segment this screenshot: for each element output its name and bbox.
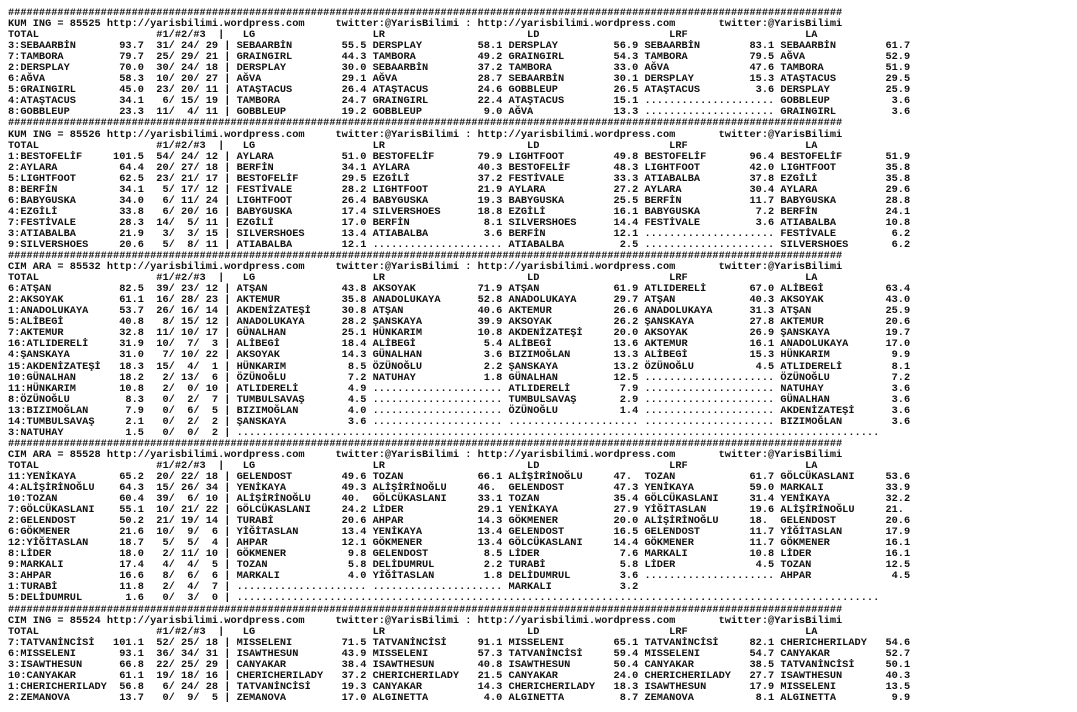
text-line: 6:AĞVA 58.3 10/ 20/ 27 | AĞVA 29.1 AĞVA 28.7 SEBAARBİN 30.1 DERSPLAY 15.3 ATAŞTACUS 29.5	[8, 73, 911, 86]
text-line: 8:LİDER 18.0 2/ 11/ 10 | GÖKMENER 9.8 GELENDOST 8.5 LİDER 7.6 MARKALI 10.8 LİDER 16.1	[8, 548, 911, 561]
text-line: 3:NATUHAY 1.5 0/ 0/ 2 | ........................................................................................................	[8, 426, 880, 439]
text-line: 15:AKDENİZATEŞİ 18.3 15/ 4/ 1 | HÜNKARIM 8.5 ÖZÜNOĞLU 2.2 ŞANSKAYA 13.2 ÖZÜNOĞLU 4.5 ATLIDERELİ 8.1	[8, 360, 911, 373]
text-line: 1:TURABİ 11.8 2/ 4/ 7 | ..................... ..................... MARKALI 3.2	[8, 581, 639, 594]
text-line: TOTAL #1/#2/#3 | LG LR LD LRF LA	[8, 272, 818, 285]
text-line: 3:AHPAR 16.6 8/ 6/ 6 | MARKALI 4.0 YİĞİTASLAN 1.8 DELİDUMRUL 3.6 ..................... AHPAR 4.5	[8, 570, 911, 583]
text-line: 10:TOZAN 60.4 39/ 6/ 10 | ALİŞİRİNOĞLU 40. GÖLCÜKASLANI 33.1 TOZAN 35.4 GÖLCÜKASLANI 31.4 YENİKAYA 32.2	[8, 493, 911, 506]
text-line: 9:SILVERSHOES 20.6 5/ 8/ 11 | ATIABALBA 12.1 ..................... ATIABALBA 2.5 ..................... SILVERSHOES 6.2	[8, 238, 911, 251]
text-line: 7:TAMBORA 79.7 25/ 29/ 21 | GRAINGIRL 44.3 TAMBORA 49.2 GRAINGIRL 54.3 TAMBORA 79.5 AĞVA 52.9	[8, 51, 911, 64]
text-line: 11:HÜNKARIM 10.8 2/ 0/ 10 | ATLIDERELİ 4.9 ..................... ATLIDERELİ 7.9 ..................... NATUHAY 3.6	[8, 382, 911, 395]
text-line: TOTAL #1/#2/#3 | LG LR LD LRF LA	[8, 459, 818, 472]
text-line: 6:BABYGUSKA 34.0 6/ 11/ 24 | LIGHTFOOT 26.4 BABYGUSKA 19.3 BABYGUSKA 25.5 BERFİN 11.7 BABYGUSKA 28.8	[8, 194, 911, 207]
text-line: 8:GOBBLEUP 23.3 11/ 4/ 11 | GOBBLEUP 19.2 GOBBLEUP 9.0 AĞVA 13.3 ..................... GRAINGIRL 3.6	[8, 106, 911, 119]
text-line: 5:GRAINGIRL 45.0 23/ 20/ 11 | ATAŞTACUS 26.4 ATAŞTACUS 24.6 GOBBLEUP 26.5 ATAŞTACUS 3.6 DERSPLAY 25.9	[8, 84, 911, 97]
race-statistics-text	[8, 8, 910, 704]
text-line: 3:ATIABALBA 21.9 3/ 3/ 15 | SILVERSHOES 13.4 ATIABALBA 3.6 BERFİN 12.1 ..................... FESTİVALE 6.2	[8, 227, 911, 240]
text-line: 2:AKSOYAK 61.1 16/ 28/ 23 | AKTEMUR 35.8 ANADOLUKAYA 52.8 ANADOLUKAYA 29.7 ATŞAN 40.3 AKSOYAK 43.0	[8, 294, 911, 307]
text-line: 11:YENİKAYA 65.2 20/ 22/ 18 | GELENDOST 49.6 TOZAN 66.1 ALİŞİRİNOĞLU 47. TOZAN 61.7 GÖLCÜKASLANI 53.6	[8, 470, 911, 483]
text-line: 8:BERFİN 34.1 5/ 17/ 12 | FESTİVALE 28.2 LIGHTFOOT 21.9 AYLARA 27.2 AYLARA 30.4 AYLARA 29.6	[8, 183, 911, 196]
text-line: 12:YİĞİTASLAN 18.7 5/ 5/ 4 | AHPAR 12.1 GÖKMENER 13.4 GÖLCÜKASLANI 14.4 GÖKMENER 11.7 GÖKMENER 16.1	[8, 537, 911, 550]
text-line: 9:MARKALI 17.4 4/ 4/ 5 | TOZAN 5.8 DELİDUMRUL 2.2 TURABİ 5.8 LİDER 4.5 TOZAN 12.5	[8, 559, 911, 572]
text-line: TOTAL #1/#2/#3 | LG LR LD LRF LA	[8, 625, 818, 638]
text-line: 2:GELENDOST 50.2 21/ 19/ 14 | TURABİ 20.6 AHPAR 14.3 GÖKMENER 20.0 ALİŞİRİNOĞLU 18. GELENDOST 20.6	[8, 515, 911, 528]
text-line: 10:CANYAKAR 61.1 19/ 18/ 16 | CHERICHERILADY 37.2 CHERICHERILADY 21.5 CANYAKAR 24.0 CHERICHERILADY 27.7 ISAWTHESUN 40.3	[8, 669, 911, 682]
text-line: 6:GÖKMENER 21.6 10/ 9/ 6 | YİĞİTASLAN 13.4 YENİKAYA 13.4 GELENDOST 16.5 GELENDOST 11.7 YİĞİTASLAN 17.9	[8, 526, 911, 539]
text-line: 5:ALİBEGİ 40.8 8/ 15/ 12 | ANADOLUKAYA 28.2 ŞANSKAYA 39.9 AKSOYAK 26.2 ŞANSKAYA 27.8 AKTEMUR 20.6	[8, 316, 911, 329]
text-line: 14:TUMBULSAVAŞ 2.1 0/ 2/ 2 | ŞANSKAYA 3.6 ..................... ..................... ..................... BIZIMOĞLAN 3.6	[8, 415, 911, 428]
text-line: 7:GÖLCÜKASLANI 55.1 10/ 21/ 22 | GÖLCÜKASLANI 24.2 LİDER 29.1 YENİKAYA 27.9 YİĞİTASLAN 19.6 ALİŞİRİNOĞLU 21.	[8, 504, 904, 517]
text-line: #######################################################################################################################################	[8, 603, 843, 616]
text-line: 7:AKTEMUR 32.8 11/ 10/ 17 | GÜNALHAN 25.1 HÜNKARIM 10.8 AKDENİZATEŞİ 20.0 AKSOYAK 26.9 ŞANSKAYA 19.7	[8, 327, 911, 340]
text-line: CIM ARA = 85532 http://yarisbilimi.wordpress.com twitter:@YarisBilimi : http://yarisbilimi.wordpress.com twitter:@YarisBilimi	[8, 261, 843, 274]
text-line: 2:AYLARA 64.4 20/ 27/ 18 | BERFİN 34.1 AYLARA 40.3 BESTOFELİF 48.3 LIGHTFOOT 42.0 LIGHTFOOT 35.8	[8, 161, 911, 174]
text-line: CIM ING = 85524 http://yarisbilimi.wordpress.com twitter:@YarisBilimi : http://yarisbilimi.wordpress.com twitter:@YarisBilimi	[8, 614, 843, 627]
text-line: #######################################################################################################################################	[8, 437, 843, 450]
text-line: 1:CHERICHERILADY 56.8 6/ 24/ 28 | TATVANİNCİSİ 19.3 CANYAKAR 14.3 CHERICHERILADY 18.3 ISAWTHESUN 17.9 MISSELENI 13.5	[8, 680, 911, 693]
text-line: TOTAL #1/#2/#3 | LG LR LD LRF LA	[8, 29, 818, 42]
text-line: TOTAL #1/#2/#3 | LG LR LD LRF LA	[8, 139, 818, 152]
text-line: KUM ING = 85525 http://yarisbilimi.wordpress.com twitter:@YarisBilimi : http://yarisbilimi.wordpress.com twitter:@YarisBilimi	[8, 18, 843, 31]
text-line: 4:ATAŞTACUS 34.1 6/ 15/ 19 | TAMBORA 24.7 GRAINGIRL 22.4 ATAŞTACUS 15.1 ..................... GOBBLEUP 3.6	[8, 95, 911, 108]
text-line: 7:TATVANİNCİSİ 101.1 52/ 25/ 18 | MISSELENI 71.5 TATVANİNCİSİ 91.1 MISSELENI 65.1 TATVANİNCİSİ 82.1 CHERICHERILADY 54.6	[8, 636, 911, 649]
text-line: 4:EZGİLİ 33.8 6/ 20/ 16 | BABYGUSKA 17.4 SILVERSHOES 18.8 EZGİLİ 16.1 BABYGUSKA 7.2 BERFİN 24.1	[8, 205, 911, 218]
text-line: 10:GÜNALHAN 18.2 2/ 13/ 6 | ÖZÜNOĞLU 7.2 NATUHAY 1.8 GÜNALHAN 12.5 ..................... ÖZÜNOĞLU 7.2	[8, 371, 911, 384]
text-line: 3:ISAWTHESUN 66.8 22/ 25/ 29 | CANYAKAR 38.4 ISAWTHESUN 40.8 ISAWTHESUN 50.4 CANYAKAR 38.5 TATVANİNCİSİ 50.1	[8, 658, 911, 671]
text-line: 3:SEBAARBİN 93.7 31/ 24/ 29 | SEBAARBİN 55.5 DERSPLAY 58.1 DERSPLAY 56.9 SEBAARBİN 83.1 SEBAARBİN 61.7	[8, 40, 911, 53]
text-line: 6:ATŞAN 82.5 39/ 23/ 12 | ATŞAN 43.8 AKSOYAK 71.9 ATŞAN 61.9 ATLIDERELİ 67.0 ALİBEGİ 63.4	[8, 283, 911, 296]
text-line: 1:BESTOFELİF 101.5 54/ 24/ 12 | AYLARA 51.0 BESTOFELİF 79.9 LIGHTFOOT 49.8 BESTOFELİF 96.4 BESTOFELİF 51.9	[8, 150, 911, 163]
text-line: 4:ALİŞİRİNOĞLU 64.3 15/ 26/ 34 | YENİKAYA 49.3 ALİŞİRİNOĞLU 46. GELENDOST 47.3 YENİKAYA 59.0 MARKALI 33.9	[8, 482, 911, 495]
text-line: 13:BIZIMOĞLAN 7.9 0/ 6/ 5 | BIZIMOĞLAN 4.0 ..................... ÖZÜNOĞLU 1.4 ..................... AKDENİZATEŞİ 3.6	[8, 404, 911, 417]
text-line: 2:DERSPLAY 70.0 30/ 24/ 18 | DERSPLAY 30.0 SEBAARBİN 37.2 TAMBORA 33.0 AĞVA 47.6 TAMBORA 51.9	[8, 62, 911, 75]
text-line: 16:ATLIDERELİ 31.9 10/ 7/ 3 | ALİBEGİ 18.4 ALİBEGİ 5.4 ALİBEGİ 13.6 AKTEMUR 16.1 ANADOLUKAYA 17.0	[8, 338, 911, 351]
text-line: 1:ANADOLUKAYA 53.7 26/ 16/ 14 | AKDENİZATEŞİ 30.8 ATŞAN 40.6 AKTEMUR 26.6 ANADOLUKAYA 31.3 ATŞAN 25.9	[8, 305, 911, 318]
text-line: KUM ING = 85526 http://yarisbilimi.wordpress.com twitter:@YarisBilimi : http://yarisbilimi.wordpress.com twitter:@YarisBilimi	[8, 128, 843, 141]
text-line: #######################################################################################################################################	[8, 7, 843, 19]
text-line: 4:ŞANSKAYA 31.0 7/ 10/ 22 | AKSOYAK 14.3 GÜNALHAN 3.6 BIZIMOĞLAN 13.3 ALİBEGİ 15.3 HÜNKARIM 9.9	[8, 349, 911, 362]
text-line: 6:MISSELENI 93.1 36/ 34/ 31 | ISAWTHESUN 43.9 MISSELENI 57.3 TATVANİNCİSİ 59.4 MISSELENI 54.7 CANYAKAR 52.7	[8, 647, 911, 660]
text-line: #######################################################################################################################################	[8, 250, 843, 263]
text-line: 5:DELİDUMRUL 1.6 0/ 3/ 0 | ........................................................................................................	[8, 592, 880, 605]
text-line: 8:ÖZÜNOĞLU 8.3 0/ 2/ 7 | TUMBULSAVAŞ 4.5 ..................... TUMBULSAVAŞ 2.9 ..................... GÜNALHAN 3.6	[8, 393, 911, 406]
text-line: #######################################################################################################################################	[8, 117, 843, 130]
text-line: CIM ARA = 85528 http://yarisbilimi.wordpress.com twitter:@YarisBilimi : http://yarisbilimi.wordpress.com twitter:@YarisBilimi	[8, 448, 843, 461]
text-line: 2:ZEMANOVA 13.7 0/ 9/ 5 | ZEMANOVA 17.0 ALGINETTA 4.0 ALGINETTA 8.7 ZEMANOVA 8.1 ALGINETTA 9.9	[8, 691, 911, 704]
text-line: 5:LIGHTFOOT 62.5 23/ 21/ 17 | BESTOFELİF 29.5 EZGİLİ 37.2 FESTİVALE 33.3 ATIABALBA 37.8 EZGİLİ 35.8	[8, 172, 911, 185]
text-line: 7:FESTİVALE 28.3 14/ 5/ 11 | EZGİLİ 17.0 BERFİN 8.1 SILVERSHOES 14.4 FESTİVALE 3.6 ATIABALBA 10.8	[8, 216, 911, 229]
